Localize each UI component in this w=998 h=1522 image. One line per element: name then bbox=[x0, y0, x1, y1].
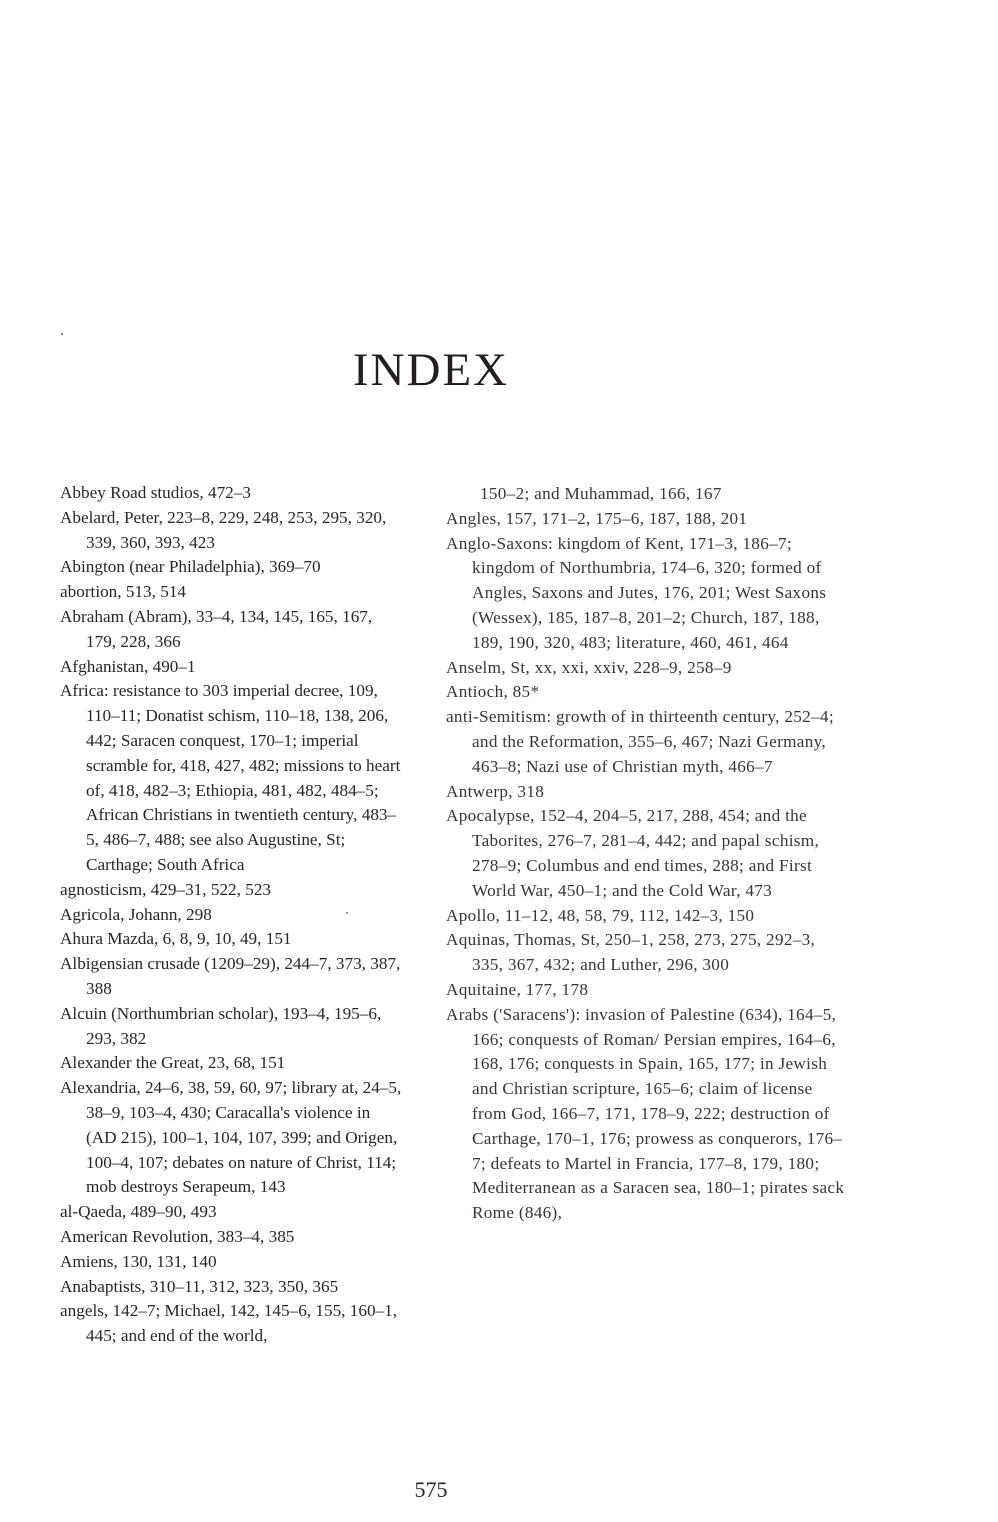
page-title: INDEX bbox=[352, 344, 510, 396]
page-number: 575 bbox=[414, 1477, 448, 1502]
index-entry: anti-Semitism: growth of in thirteenth century, 252–4; and the Reformation, 355–6, 467; Nazi Germany, 463–8; Nazi use of Christian myth, 466–7 bbox=[446, 707, 834, 776]
index-entry: al-Qaeda, 489–90, 493 bbox=[60, 1202, 217, 1222]
index-entry: abortion, 513, 514 bbox=[60, 582, 187, 602]
index-entry: Aquinas, Thomas, St, 250–1, 258, 273, 275, 292–3, 335, 367, 432; and Luther, 296, 300 bbox=[446, 930, 816, 975]
index-entry: American Revolution, 383–4, 385 bbox=[60, 1226, 295, 1246]
index-entry: Alcuin (Northumbrian scholar), 193–4, 195–6, 293, 382 bbox=[60, 1003, 382, 1048]
index-entry: Ahura Mazda, 6, 8, 9, 10, 49, 151 bbox=[60, 929, 292, 949]
index-entry: Antwerp, 318 bbox=[446, 781, 545, 801]
index-entry: Afghanistan, 490–1 bbox=[60, 656, 196, 676]
index-entry: Antioch, 85* bbox=[446, 682, 540, 702]
index-entry: Anglo-Saxons: kingdom of Kent, 171–3, 186–7; kingdom of Northumbria, 174–6, 320; formed of Angles, Saxons and Jutes, 176, 201; West Saxons (Wessex), 185, 187–8, 201–2; Church, 187, 188, 189, 190, 320, 483; literature, 460, 461, 464 bbox=[446, 533, 827, 652]
index-entry: agnosticism, 429–31, 522, 523 bbox=[60, 879, 272, 899]
index-entry: angels, 142–7; Michael, 142, 145–6, 155, 160–1, 445; and end of the world, bbox=[60, 1301, 398, 1346]
index-entry: Abraham (Abram), 33–4, 134, 145, 165, 167, 179, 228, 366 bbox=[60, 606, 373, 651]
index-entry: Abelard, Peter, 223–8, 229, 248, 253, 295, 320, 339, 360, 393, 423 bbox=[60, 507, 387, 552]
index-entry: Apollo, 11–12, 48, 58, 79, 112, 142–3, 150 bbox=[446, 905, 755, 925]
index-column-left bbox=[60, 481, 405, 1349]
index-entry: Abington (near Philadelphia), 369–70 bbox=[60, 557, 321, 577]
index-entry: Albigensian crusade (1209–29), 244–7, 373, 387, 388 bbox=[60, 954, 401, 998]
index-entry: Amiens, 130, 131, 140 bbox=[60, 1251, 217, 1271]
index-entry: Anabaptists, 310–11, 312, 323, 350, 365 bbox=[60, 1276, 339, 1296]
stray-ink-mark bbox=[61, 333, 63, 335]
index-entry: Africa: resistance to 303 imperial decree, 109, 110–11; Donatist schism, 110–18, 138, 206, 442; Saracen conquest, 170–1; imperial scramble for, 418, 427, 482; missions to heart of, 418, 482–3; Ethiopia, 481, 482, 484–5; African Christians in twentieth century, 483–5, 486–7, 488; see also Augustine, St; Carthage; South Africa bbox=[60, 681, 401, 874]
index-entry: Alexandria, 24–6, 38, 59, 60, 97; library at, 24–5, 38–9, 103–4, 430; Caracalla's violence in (AD 215), 100–1, 104, 107, 399; and Origen, 100–4, 107; debates on nature of Christ, 114; mob destroys Serapeum, 143 bbox=[60, 1078, 402, 1197]
index-entry: Arabs ('Saracens'): invasion of Palestine (634), 164–5, 166; conquests of Roman/ Persian empires, 164–6, 168, 176; conquests in Spain, 165, 177; in Jewish and Christian scripture, 165–6; claim of license from God, 166–7, 171, 178–9, 222; destruction of Carthage, 170–1, 176; prowess as conquerors, 176–7; defeats to Martel in Francia, 177–8, 179, 180; Mediterranean as a Saracen sea, 180–1; pirates sack Rome (846), bbox=[446, 1004, 845, 1223]
index-entry-continued: 150–2; and Muhammad, 166, 167 bbox=[480, 484, 722, 503]
index-column-right bbox=[446, 482, 846, 1226]
index-entry: Abbey Road studios, 472–3 bbox=[60, 483, 251, 502]
index-entry: Aquitaine, 177, 178 bbox=[446, 979, 589, 999]
index-entry: Agricola, Johann, 298 bbox=[60, 904, 212, 924]
index-entry: Angles, 157, 171–2, 175–6, 187, 188, 201 bbox=[446, 508, 748, 528]
index-entry: Apocalypse, 152–4, 204–5, 217, 288, 454; and the Taborites, 276–7, 281–4, 442; and papal schism, 278–9; Columbus and end times, 288; and First World War, 450–1; and the Cold War, 473 bbox=[446, 806, 820, 900]
index-entry: Alexander the Great, 23, 68, 151 bbox=[60, 1053, 286, 1073]
index-entry: Anselm, St, xx, xxi, xxiv, 228–9, 258–9 bbox=[446, 657, 732, 677]
